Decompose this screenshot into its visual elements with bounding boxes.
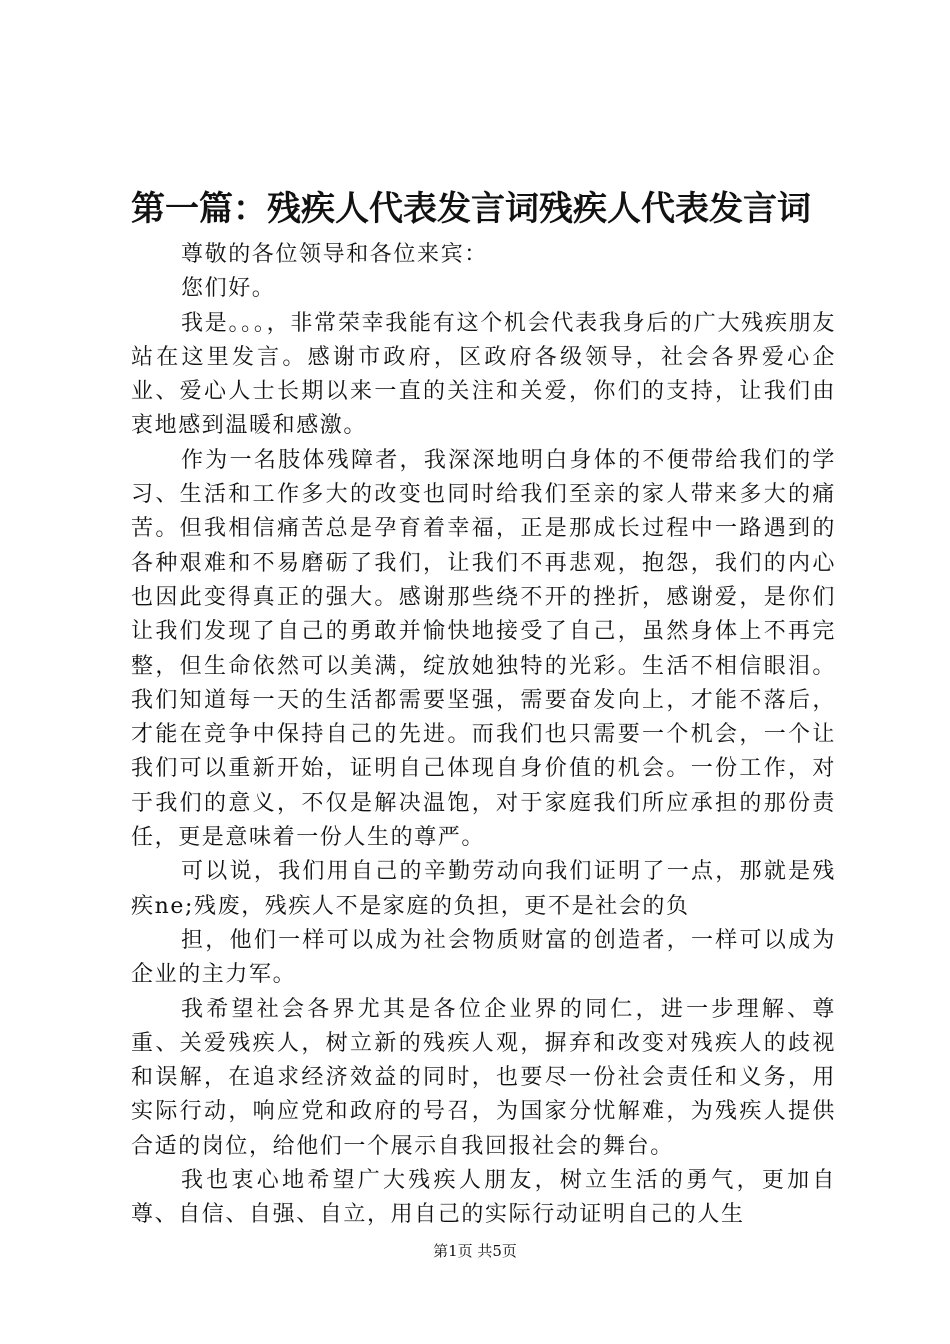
paragraph-introduction: 我是。。。，非常荣幸我能有这个机会代表我身后的广大残疾朋友站在这里发言。感谢市政府，区政府各级领导，社会各界爱心企业、爱心人士长期以来一直的关注和关爱，你们的支持，让我们由衷地感到温暖和感激。 xyxy=(131,310,836,439)
page-number-footer: 第1页 共5页 xyxy=(433,1242,517,1260)
paragraph-continuation: 担，他们一样可以成为社会物质财富的创造者，一样可以成为企业的主力军。 xyxy=(131,927,836,988)
paragraph-appeal-friends: 我也衷心地希望广大残疾人朋友，树立生活的勇气，更加自尊、自信、自强、自立，用自己的实际行动证明自己的人生 xyxy=(131,1168,836,1228)
paragraph-greeting: 尊敬的各位领导和各位来宾： xyxy=(181,242,488,267)
paragraph-hello: 您们好。 xyxy=(181,276,276,302)
paragraph-experience: 作为一名肢体残障者，我深深地明白身体的不便带给我们的学习、生活和工作多大的改变也同时给我们至亲的家人带来多大的痛苦。但我相信痛苦总是孕育着幸福，正是那成长过程中一路遇到的各种艰难和不易磨砺了我们，让我们不再悲观，抱怨，我们的内心也因此变得真正的强大。感谢那些绕不开的挫折，感谢爱，是你们让我们发现了自己的勇敢并愉快地接受了自己，虽然身体上不再完整，但生命依然可以美满，绽放她独特的光彩。生活不相信眼泪。我们知道每一天的生活都需要坚强，需要奋发向上，才能不落后，才能在竞争中保持自己的先进。而我们也只需要一个机会，一个让我们可以重新开始，证明自己体现自身价值的机会。一份工作，对于我们的意义，不仅是解决温饱，对于家庭我们所应承担的那份责任，更是意味着一份人生的尊严。 xyxy=(131,447,836,851)
paragraph-appeal-society: 我希望社会各界尤其是各位企业界的同仁，进一步理解、尊重、关爱残疾人，树立新的残疾人观，摒弃和改变对残疾人的歧视和误解，在追求经济效益的同时，也要尽一份社会责任和义务，用实际行动，响应党和政府的号召，为国家分忧解难，为残疾人提供合适的岗位，给他们一个展示自我回报社会的舞台。 xyxy=(131,996,836,1159)
paragraph-proof: 可以说，我们用自己的辛勤劳动向我们证明了一点，那就是残疾ne;残废，残疾人不是家庭的负担，更不是社会的负 xyxy=(131,859,836,919)
document-body xyxy=(131,238,836,1233)
document-title: 第一篇：残疾人代表发言词残疾人代表发言词 xyxy=(131,189,811,229)
